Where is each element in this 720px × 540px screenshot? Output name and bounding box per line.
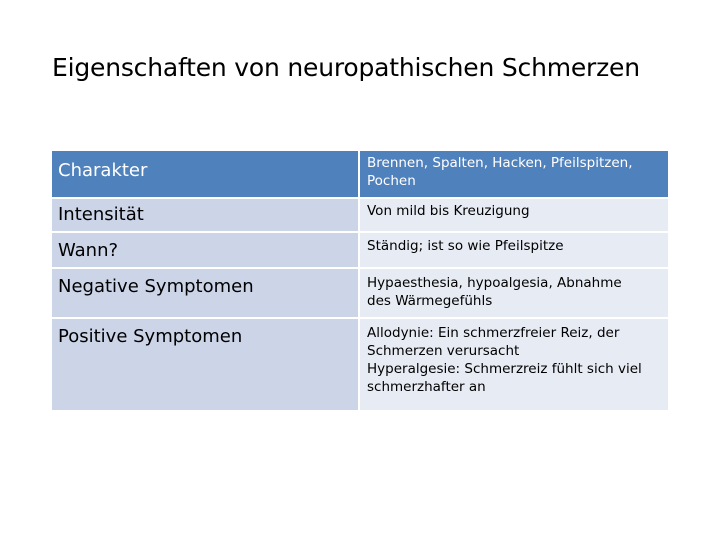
table-row bbox=[52, 151, 668, 197]
row-label: Charakter bbox=[52, 151, 358, 197]
row-value: Ständig; ist so wie Pfeilspitze bbox=[360, 233, 668, 267]
properties-table bbox=[52, 151, 668, 412]
row-label: Negative Symptomen bbox=[52, 269, 358, 317]
row-value: Von mild bis Kreuzigung bbox=[360, 199, 668, 231]
row-value: Allodynie: Ein schmerzfreier Reiz, der Schmerzen verursacht Hyperalgesie: Schmerzreiz fühlt sich viel schmerzhafter an bbox=[360, 319, 668, 410]
row-label: Wann? bbox=[52, 233, 358, 267]
row-label: Positive Symptomen bbox=[52, 319, 358, 410]
table-row bbox=[52, 233, 668, 267]
row-value: Brennen, Spalten, Hacken, Pfeilspitzen, Pochen bbox=[360, 151, 668, 197]
table-row bbox=[52, 269, 668, 317]
page-title: Eigenschaften von neuropathischen Schmerzen bbox=[52, 53, 640, 82]
row-label: Intensität bbox=[52, 199, 358, 231]
table-row bbox=[52, 199, 668, 231]
table-row bbox=[52, 319, 668, 410]
row-value: Hypaesthesia, hypoalgesia, Abnahme des Wärmegefühls bbox=[360, 269, 668, 317]
